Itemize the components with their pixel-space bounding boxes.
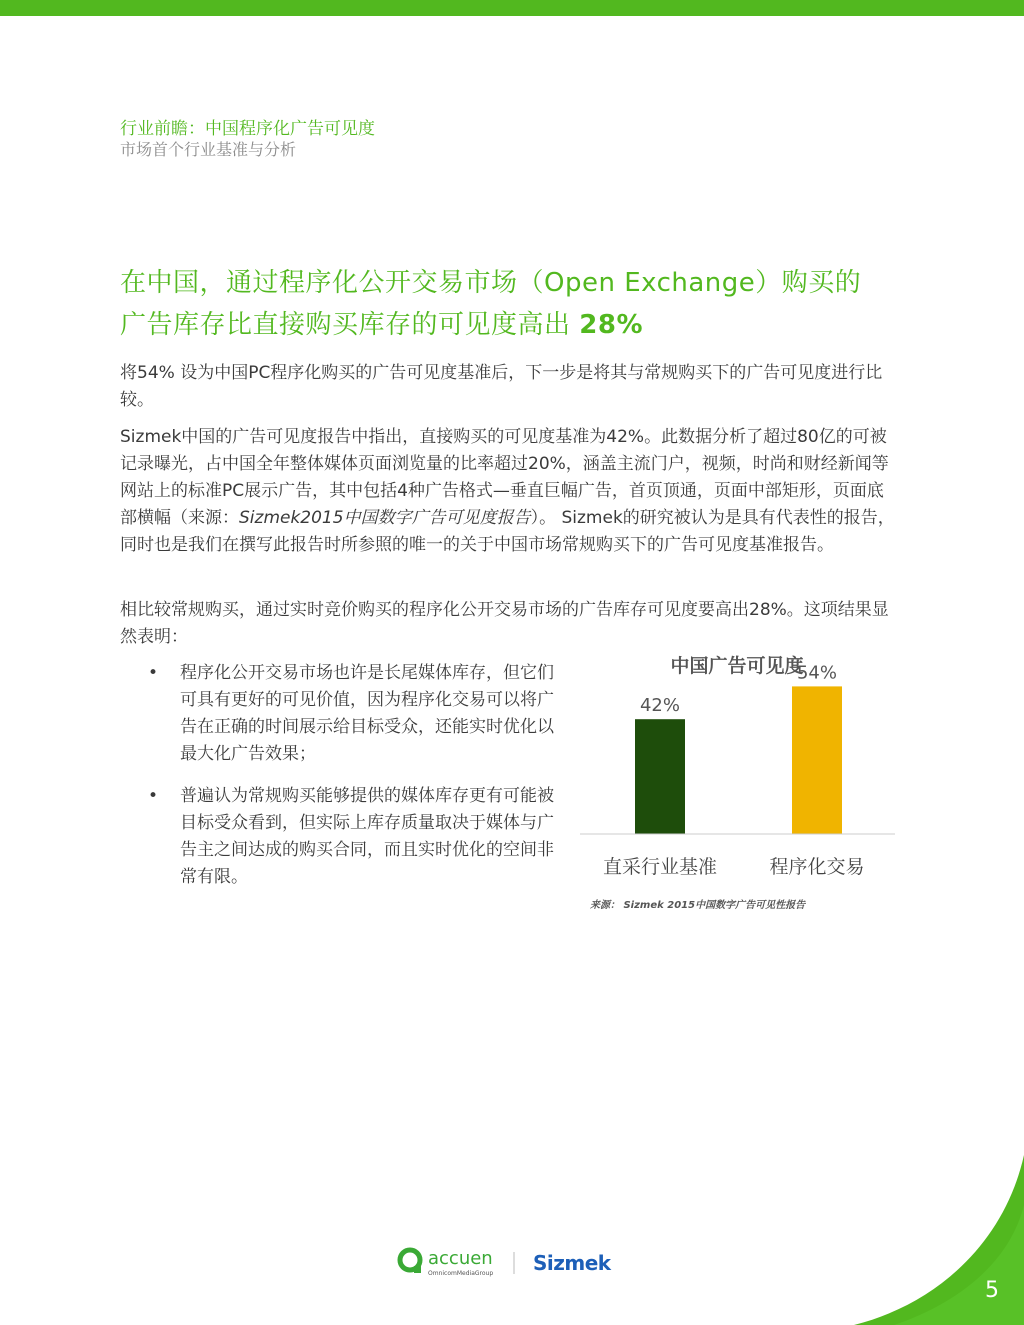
paragraph-1: 将54% 设为中国PC程序化购买的广告可见度基准后，下一步是将其与常规购买下的广告可见度进行比较。 (120, 363, 883, 410)
chart-bars (635, 662, 842, 834)
bullet-text: 程序化公开交易市场也许是长尾媒体库存，但它们可具有更好的可见价值，因为程序化交易可以将广告在正确的时间展示给目标受众，还能实时优化以最大化广告效果； (180, 663, 554, 764)
paragraph-3: 相比较常规购买，通过实时竞价购买的程序化公开交易市场的广告库存可见度要高出28%。这项结果显然表明： (120, 600, 889, 647)
section-heading-line2 (120, 304, 910, 346)
bullet-text: 普遍认为常规购买能够提供的媒体库存更有可能被目标受众看到，但实际上库存质量取决于媒体与广告主之间达成的购买合同，而且实时优化的空间非常有限。 (180, 786, 554, 887)
bullet-item (148, 660, 568, 768)
bullet-marker: • (148, 663, 159, 683)
paragraph-2-text-a: Sizmek中国的广告可见度报告中指出，直接购买的可见度基准为42%。此数据分析了超过80亿的可被记录曝光，占中国全年整体媒体页面浏览量的比率超过20%，涵盖主流门户，视频，时尚和财经新闻等网站上的标准PC展示广告，其中包括4种广告格式—垂直巨幅广告，首页顶通，页面中部矩形，页面底部横幅（来源： (120, 427, 889, 528)
paragraph-2 (120, 424, 900, 559)
chart-value-label: 42% (639, 695, 681, 717)
chart-value-label: 54% (796, 662, 838, 684)
chart-bar (792, 686, 842, 834)
section-heading-line1: 在中国，通过程序化公开交易市场（Open Exchange）购买的 (120, 268, 862, 298)
sizmek-logo: Sizmek (533, 1251, 611, 1275)
bullet-list (148, 660, 568, 906)
accuen-logo (400, 1248, 493, 1277)
chart-category-labels (603, 856, 865, 878)
section-heading (120, 262, 910, 346)
bullet-marker: • (148, 786, 159, 806)
paragraph-2-citation: Sizmek2015中国数字广告可见度报告 (239, 508, 531, 528)
footer-logos (396, 1240, 636, 1290)
paragraph-2-text-b: ）。 Sizmek的研究被认为是具有代表性的报告，同时也是我们在撰写此报告时所参照的唯一的关于中国市场常规购买下的广告可见度基准报告。 (120, 508, 895, 555)
accuen-logo-subtext: OmnicomMediaGroup (428, 1270, 494, 1277)
chart-source: 来源： Sizmek 2015中国数字广告可见性报告 (590, 900, 806, 911)
page-number: 5 (985, 1278, 999, 1303)
chart-category-label: 直采行业基准 (602, 856, 718, 878)
chart-title: 中国广告可见度 (670, 655, 804, 677)
chart-category-label: 程序化交易 (769, 856, 865, 878)
bullet-item (148, 783, 568, 891)
logos-graphic (396, 1240, 636, 1290)
top-accent-bar (0, 0, 1024, 16)
header-title: 行业前瞻：中国程序化广告可见度 (120, 119, 375, 139)
visibility-bar-chart (575, 645, 905, 915)
section-heading-line2-text: 广告库存比直接购买库存的可见度高出 (120, 310, 580, 340)
chart-bar (635, 719, 685, 834)
header-subtitle: 市场首个行业基准与分析 (120, 140, 297, 159)
accuen-logo-text: accuen (428, 1248, 493, 1269)
section-heading-highlight: 28% (579, 310, 643, 340)
